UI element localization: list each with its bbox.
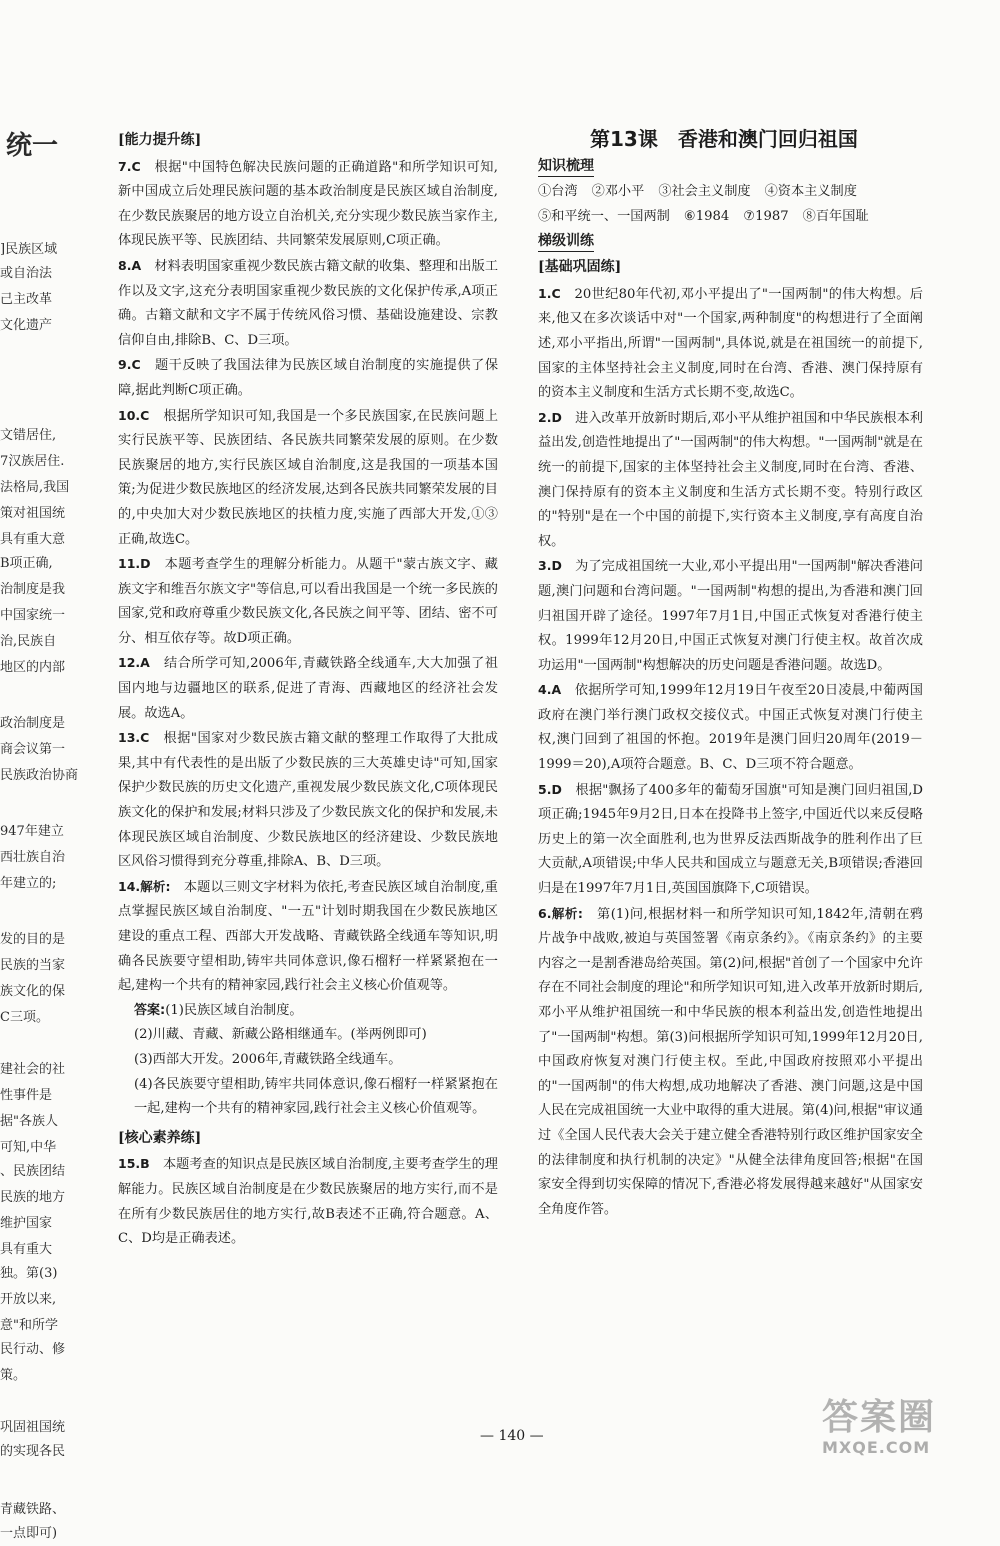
- left-text-fragment: 策对祖国统: [0, 506, 66, 521]
- ability-items: [118, 155, 498, 999]
- left-text-fragment: 发的目的是: [0, 932, 66, 947]
- left-text-fragment: 一点即可): [0, 1526, 58, 1541]
- left-text-fragment: 维护国家: [0, 1216, 53, 1231]
- item-text: 进入改革开放新时期后,邓小平从维护祖国和中华民族根本利益出发,创造性地提出了"一国两制"的伟大构想。"一国两制"就是在统一的前提下,国家的主体坚持社会主义制度,同时在台湾、香港、澳门保持原有的资本主义制度和生活方式长期不变。特别行政区的"特别"是在一个中国的前提下,实行资本主义制度,享有高度自治权。: [538, 410, 923, 549]
- knowledge-answer: ①台湾: [538, 184, 578, 199]
- left-text-fragment: 或自治法: [0, 266, 53, 281]
- knowledge-answer: ④资本主义制度: [764, 184, 857, 199]
- left-text-fragment: 民行动、修: [0, 1342, 66, 1357]
- item-number: 3.D: [538, 558, 562, 574]
- left-text-fragment: 可知,中华: [0, 1140, 57, 1155]
- left-text-fragment: 民族政治协商: [0, 768, 79, 783]
- watermark-url: MXQE.COM: [822, 1438, 931, 1457]
- item-number: 4.A: [538, 682, 562, 698]
- item-text: 根据"国家对少数民族古籍文献的整理工作取得了大批成果,其中有代表性的是出版了少数民族的三大英雄史诗"可知,国家保护少数民族的历史文化遗产,重视发展少数民族文化,C项体现民族文化的保护和发展;材料只涉及了少数民族文化的保护和发展,未体现民族区域自治制度、少数民族地区的经济建设、少数民族地区风俗习惯得到充分尊重,排除A、B、D三项。: [118, 731, 498, 870]
- left-text-fragment: 民族的当家: [0, 958, 66, 973]
- item-text: 本题以三则文字材料为依托,考查民族区域自治制度,重点掌握民族区域自治制度、"一五"计划时期我国在少数民族地区建设的重点工程、西部大开发战略、青藏铁路全线通车等知识,明确各民族要守望相助,铸牢共同体意识,像石榴籽一样紧紧抱在一起,建构一个共有的精神家园,践行社会主义核心价值观等。: [118, 879, 498, 994]
- item-number: 12.A: [118, 655, 150, 671]
- answer-line: (1)民族区域自治制度。: [165, 1002, 303, 1018]
- knowledge-heading: 知识梳理: [538, 156, 594, 177]
- watermark-logo: [822, 1398, 990, 1464]
- left-text-fragment: 中国家统一: [0, 608, 66, 623]
- left-text-fragment: ]民族区域: [0, 242, 58, 257]
- left-text-fragment: 己主改革: [0, 292, 53, 307]
- item-number: 7.C: [118, 158, 141, 174]
- left-text-fragment: 7汉族居住.: [0, 454, 65, 469]
- item-number: 14.解析:: [118, 878, 171, 894]
- answer-item: [118, 155, 498, 254]
- item-number: 6.解析:: [538, 905, 583, 921]
- knowledge-answer: ⑥1984: [683, 208, 730, 224]
- item-number: 15.B: [118, 1156, 150, 1172]
- left-text-fragment: 族文化的保: [0, 984, 66, 999]
- answer-item: [118, 1152, 498, 1251]
- answer-item: [118, 353, 498, 403]
- answer-line: (4)各民族要守望相助,铸牢共同体意识,像石榴籽一样紧紧抱在一起,建构一个共有的精神家园,践行社会主义核心价值观等。: [134, 1076, 498, 1117]
- item-number: 8.A: [118, 257, 142, 273]
- left-text-fragment: 地区的内部: [0, 660, 66, 675]
- knowledge-answer: ③社会主义制度: [658, 184, 751, 199]
- item-text: 根据"飘扬了400多年的葡萄牙国旗"可知是澳门回归祖国,D项正确;1945年9月2日,日本在投降书上签字,中国近代以来反侵略历史上的第一次全面胜利,也为世界反法西斯战争的胜利作出了巨大贡献,A项错误;中华人民共和国成立与题意无关,B项错误;香港回归是在1997年7月1日,英国国旗降下,C项错误。: [538, 782, 923, 897]
- left-text-fragment: 巩固祖国统: [0, 1420, 66, 1435]
- left-title-fragment: 统一: [6, 131, 59, 161]
- item-text: 第(1)问,根据材料一和所学知识可知,1842年,清朝在鸦片战争中战败,被迫与英国签署《南京条约》。《南京条约》的主要内容之一是割香港岛给英国。第(2)问,根据"首创了一个国家中允许存在不同社会制度的理论"和所学知识可知,进入改革开放新时期后,邓小平从维护祖国统一和中华民族的根本利益出发,创造性地提出了"一国两制"构想。第(3)问根据所学知识可知,1999年12月20日,中国政府恢复对澳门行使主权。至此,中国政府按照邓小平提出的"一国两制"的伟大构想,成功地解决了香港、澳门问题,这是中国人民在完成祖国统一大业中取得的重大进展。第(4)问,根据"审议通过《全国人民代表大会关于建立健全香港特别行政区维护国家安全的法律制度和执行机制的决定》"从健全法律角度回答;根据"在国家安全得到切实保障的情况下,香港必将发展得越来越好"从国家安全角度作答。: [538, 906, 923, 1217]
- watermark-text: 答案圈: [822, 1397, 937, 1438]
- item-text: 20世纪80年代初,邓小平提出了"一国两制"的伟大构想。后来,他又在多次谈话中对"一个国家,两种制度"的构想进行了全面阐述,邓小平指出,所谓"一国两制",具体说,就是在祖国统一的前提下,国家的主体坚持社会主义制度,同时在台湾、香港、澳门保持原有的资本主义制度和生活方式长期不变,故选C。: [538, 286, 923, 401]
- left-text-fragment: 的实现各民: [0, 1444, 66, 1459]
- left-text-fragment: 青藏铁路、: [0, 1502, 66, 1517]
- item-number: 13.C: [118, 730, 150, 746]
- answer-item: [118, 875, 498, 999]
- left-text-fragment: 独。第(3): [0, 1266, 58, 1281]
- left-text-fragment: 法格局,我国: [0, 480, 70, 495]
- item-number: 10.C: [118, 407, 150, 423]
- left-text-fragment: B项正确,: [0, 556, 53, 571]
- left-text-fragment: 文错居住,: [0, 428, 57, 443]
- left-text-fragment: 、民族团结: [0, 1164, 66, 1179]
- left-text-fragment: 开放以来,: [0, 1292, 57, 1307]
- left-text-fragment: 具有重大: [0, 1242, 53, 1257]
- right-answer-column: [538, 128, 923, 1222]
- answer-item: [538, 554, 923, 678]
- answer-item: [538, 678, 923, 777]
- item-text: 题干反映了我国法律为民族区域自治制度的实施提供了保障,据此判断C项正确。: [118, 358, 499, 398]
- left-text-fragment: 文化遗产: [0, 318, 53, 333]
- answer-item: [538, 902, 923, 1223]
- left-text-fragment: C三项。: [0, 1010, 49, 1025]
- answer-item: [118, 726, 498, 875]
- knowledge-answers-row-1: [538, 180, 923, 205]
- left-text-fragment: 意"和所学: [0, 1318, 58, 1333]
- left-answer-column: [118, 128, 498, 1252]
- item-text: 根据"中国特色解决民族问题的正确道路"和所学知识可知,新中国成立后处理民族问题的基本政治制度是民族区域自治制度,在少数民族聚居的地方设立自治机关,充分实现少数民族当家作主,体现民族平等、民族团结、共同繁荣发展原则,C项正确。: [118, 159, 498, 249]
- section-tag-core: [核心素养练]: [118, 1129, 202, 1146]
- left-text-fragment: 治,民族自: [0, 634, 57, 649]
- item-text: 材料表明国家重视少数民族古籍文献的收集、整理和出版工作以及文字,这充分表明国家重视少数民族的文化保护传承,A项正确。古籍文献和文字不属于传统风俗习惯、基础设施建设、宗教信仰自由,排除B、C、D三项。: [118, 258, 498, 348]
- knowledge-answer: ⑧百年国耻: [802, 208, 869, 224]
- item-text: 本题考查的知识点是民族区域自治制度,主要考查学生的理解能力。民族区域自治制度是在少数民族聚居的地方实行,而不是在所有少数民族居住的地方实行,故B表述不正确,符合题意。A、C、D均是正确表述。: [118, 1157, 498, 1247]
- knowledge-answer: ⑤和平统一、一国两制: [538, 208, 670, 224]
- left-text-fragment: 据"各族人: [0, 1114, 58, 1129]
- answer-label: 答案:: [134, 1002, 166, 1018]
- knowledge-answer: ⑦1987: [743, 208, 789, 224]
- left-text-fragment: 策。: [0, 1368, 27, 1383]
- item-number: 1.C: [538, 285, 561, 301]
- left-text-fragment: 政治制度是: [0, 716, 66, 731]
- answer-line: (3)西部大开发。2006年,青藏铁路全线通车。: [134, 1051, 402, 1067]
- lesson-title: 第13课 香港和澳门回归祖国: [590, 127, 858, 151]
- answer-item: [118, 552, 498, 651]
- item-number: 9.C: [118, 357, 141, 373]
- item-number: 2.D: [538, 409, 562, 425]
- knowledge-answers-row-2: [538, 205, 923, 230]
- answer-item: [118, 254, 498, 353]
- item-text: 根据所学知识可知,我国是一个多民族国家,在民族问题上实行民族平等、民族团结、各民族共同繁荣发展的原则。在少数民族聚居的地方,实行民族区域自治制度,这是我国的一项基本国策;为促进少数民族地区的经济发展,达到各民族共同繁荣发展的目的,中央加大对少数民族地区的扶植力度,实施了西部大开发,①③正确,故选C。: [118, 408, 499, 547]
- answer-block: [118, 999, 498, 1024]
- basic-items: [538, 282, 923, 1223]
- left-text-fragment: 治制度是我: [0, 582, 66, 597]
- knowledge-answer: ②邓小平: [591, 184, 645, 199]
- left-text-fragment: 商会议第一: [0, 742, 66, 757]
- left-text-fragment: 年建立的;: [0, 876, 57, 891]
- item-text: 为了完成祖国统一大业,邓小平提出用"一国两制"解决香港问题,澳门问题和台湾问题。"一国两制"构想的提出,为香港和澳门回归祖国开辟了途径。1997年7月1日,中国正式恢复对香港行使主权。1999年12月20日,中国正式恢复对澳门行使主权。故首次成功运用"一国两制"构想解决的历史问题是香港问题。故选D。: [538, 559, 923, 673]
- item-number: 5.D: [538, 781, 562, 797]
- page-number: — 140 —: [480, 1428, 544, 1444]
- answer-item: [538, 778, 923, 902]
- left-text-fragment: 建社会的社: [0, 1062, 66, 1077]
- answer-item: [118, 404, 498, 553]
- item-number: 11.D: [118, 556, 151, 572]
- left-page-edge: [0, 0, 79, 1541]
- left-text-fragment: 947年建立: [0, 824, 64, 839]
- item-text: 依据所学可知,1999年12月19日午夜至20日凌晨,中葡两国政府在澳门举行澳门政权交接仪式。中国正式恢复对澳门行使主权,澳门回到了祖国的怀抱。2019年是澳门回归20周年(2019－1999＝20),A项符合题意。B、C、D三项不符合题意。: [538, 683, 923, 773]
- section-tag-basic: [基础巩固练]: [538, 259, 622, 276]
- item-text: 本题考查学生的理解分析能力。从题干"蒙古族文字、藏族文字和维吾尔族文字"等信息,可以看出我国是一个统一多民族的国家,党和政府尊重少数民族文化,各民族之间平等、团结、密不可分、相互依存等。故D项正确。: [118, 557, 498, 646]
- answer-item: [538, 406, 923, 555]
- core-items: [118, 1152, 498, 1251]
- answer-item: [118, 651, 498, 726]
- training-heading: 梯级训练: [538, 231, 594, 252]
- left-text-fragment: 具有重大意: [0, 532, 66, 547]
- left-text-fragment: 民族的地方: [0, 1190, 66, 1205]
- item-text: 结合所学可知,2006年,青藏铁路全线通车,大大加强了祖国内地与边疆地区的联系,促进了青海、西藏地区的经济社会发展。故选A。: [118, 656, 498, 721]
- section-tag-ability: [能力提升练]: [118, 132, 202, 148]
- answer-item: [538, 282, 923, 406]
- left-text-fragment: 西壮族自治: [0, 850, 66, 865]
- answer-line: (2)川藏、青藏、新藏公路相继通车。(举两例即可): [134, 1027, 427, 1043]
- left-text-fragment: 性事件是: [0, 1088, 53, 1103]
